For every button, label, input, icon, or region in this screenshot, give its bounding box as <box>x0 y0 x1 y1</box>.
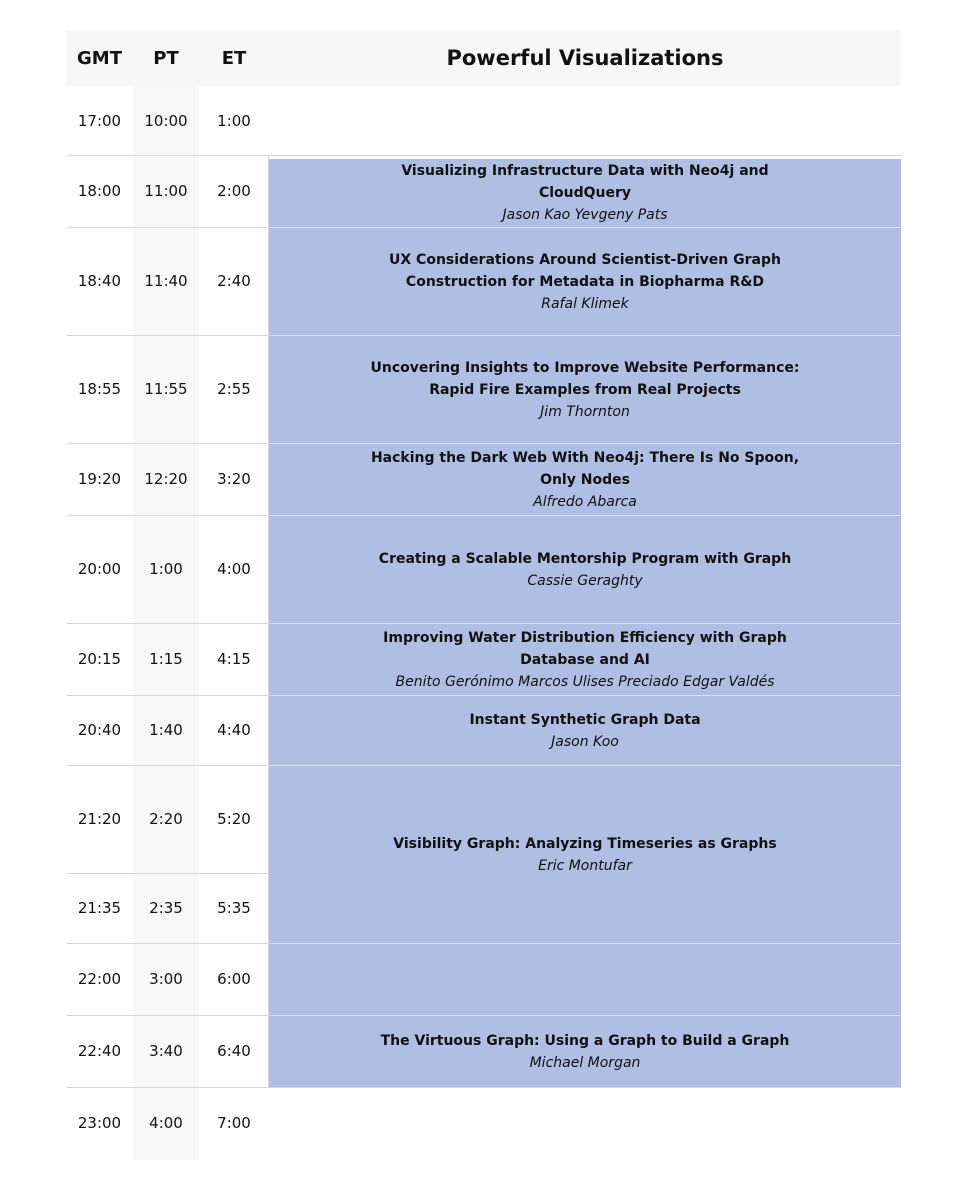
pt-time: 10:00 <box>144 111 188 130</box>
column-header-et: ET <box>221 47 247 69</box>
et-time: 7:00 <box>217 1114 251 1132</box>
session-block-empty <box>269 943 901 1015</box>
session-title[interactable]: Visualizing Infrastructure Data with Neo4j and CloudQuery <box>401 163 769 201</box>
et-time: 5:20 <box>217 810 251 828</box>
gmt-time: 18:55 <box>77 380 122 398</box>
session-title[interactable]: The Virtuous Graph: Using a Graph to Build a Graph <box>380 1032 790 1049</box>
session-block[interactable] <box>269 623 901 695</box>
session-title[interactable]: Creating a Scalable Mentorship Program with Graph <box>378 550 792 567</box>
session-title[interactable]: Uncovering Insights to Improve Website Performance: Rapid Fire Examples from Real Projects <box>370 359 800 398</box>
session-block[interactable] <box>269 515 901 623</box>
gmt-time: 22:40 <box>77 1042 122 1060</box>
session-block[interactable] <box>269 695 901 765</box>
pt-time: 12:20 <box>144 470 188 488</box>
session-speaker: Rafal Klimek <box>541 295 629 312</box>
session-block[interactable] <box>269 1015 901 1087</box>
et-time: 4:15 <box>217 650 251 668</box>
et-time: 3:20 <box>217 470 251 488</box>
pt-time: 4:00 <box>149 1114 183 1132</box>
session-title[interactable]: Hacking the Dark Web With Neo4j: There Is No Spoon, Only Nodes <box>370 449 800 488</box>
session-speaker: Alfredo Abarca <box>533 493 637 510</box>
gmt-time: 20:15 <box>77 650 122 668</box>
et-time: 2:40 <box>217 272 251 290</box>
gmt-time: 18:40 <box>77 272 122 290</box>
pt-time: 1:00 <box>149 560 183 578</box>
session-speaker: Eric Montufar <box>538 857 632 874</box>
gmt-time: 18:00 <box>77 182 122 200</box>
session-title[interactable]: Improving Water Distribution Efficiency with Graph Database and AI <box>383 629 787 668</box>
session-speaker: Jason Kao Yevgeny Pats <box>502 207 668 223</box>
gmt-time: 20:40 <box>77 721 122 739</box>
pt-time: 3:40 <box>149 1042 183 1060</box>
session-block[interactable] <box>269 765 901 943</box>
track-title: Powerful Visualizations <box>446 46 724 70</box>
session-speaker: Benito Gerónimo Marcos Ulises Preciado Edgar Valdés <box>395 673 775 690</box>
gmt-time: 22:00 <box>77 970 122 988</box>
session-speaker: Michael Morgan <box>529 1054 641 1071</box>
et-time: 4:00 <box>217 560 251 578</box>
et-time: 5:35 <box>217 899 251 917</box>
gmt-time: 17:00 <box>77 111 122 130</box>
column-header-gmt: GMT <box>77 47 122 69</box>
session-speaker: Jim Thornton <box>540 403 630 420</box>
pt-time: 1:40 <box>149 721 183 739</box>
gmt-time: 19:20 <box>77 470 122 488</box>
session-block[interactable] <box>269 335 901 443</box>
column-header-pt: PT <box>153 47 179 69</box>
session-speaker: Jason Koo <box>551 733 619 750</box>
session-title[interactable]: Instant Synthetic Graph Data <box>469 711 701 728</box>
et-time: 4:40 <box>217 721 251 739</box>
session-block[interactable] <box>269 443 901 515</box>
et-time: 2:00 <box>217 182 251 200</box>
pt-time: 1:15 <box>149 650 183 668</box>
session-title[interactable]: Visibility Graph: Analyzing Timeseries as Graphs <box>393 835 777 852</box>
pt-time: 2:35 <box>149 899 183 917</box>
gmt-time: 21:35 <box>77 899 122 917</box>
gmt-time: 21:20 <box>77 810 122 828</box>
pt-time: 11:00 <box>144 182 188 200</box>
gmt-time: 23:00 <box>77 1114 122 1132</box>
et-time: 2:55 <box>217 380 251 398</box>
et-time: 1:00 <box>217 111 251 130</box>
et-time: 6:00 <box>217 970 251 988</box>
pt-time: 11:55 <box>144 380 188 398</box>
session-block[interactable] <box>269 159 901 227</box>
session-block[interactable] <box>269 227 901 335</box>
et-time: 6:40 <box>217 1042 251 1060</box>
pt-time: 11:40 <box>144 272 188 290</box>
pt-time: 2:20 <box>149 810 183 828</box>
session-speaker: Cassie Geraghty <box>527 572 643 589</box>
pt-time: 3:00 <box>149 970 183 988</box>
session-title[interactable]: UX Considerations Around Scientist-Driven Graph Construction for Metadata in Biopharma R&D <box>389 251 781 290</box>
gmt-time: 20:00 <box>77 560 122 578</box>
